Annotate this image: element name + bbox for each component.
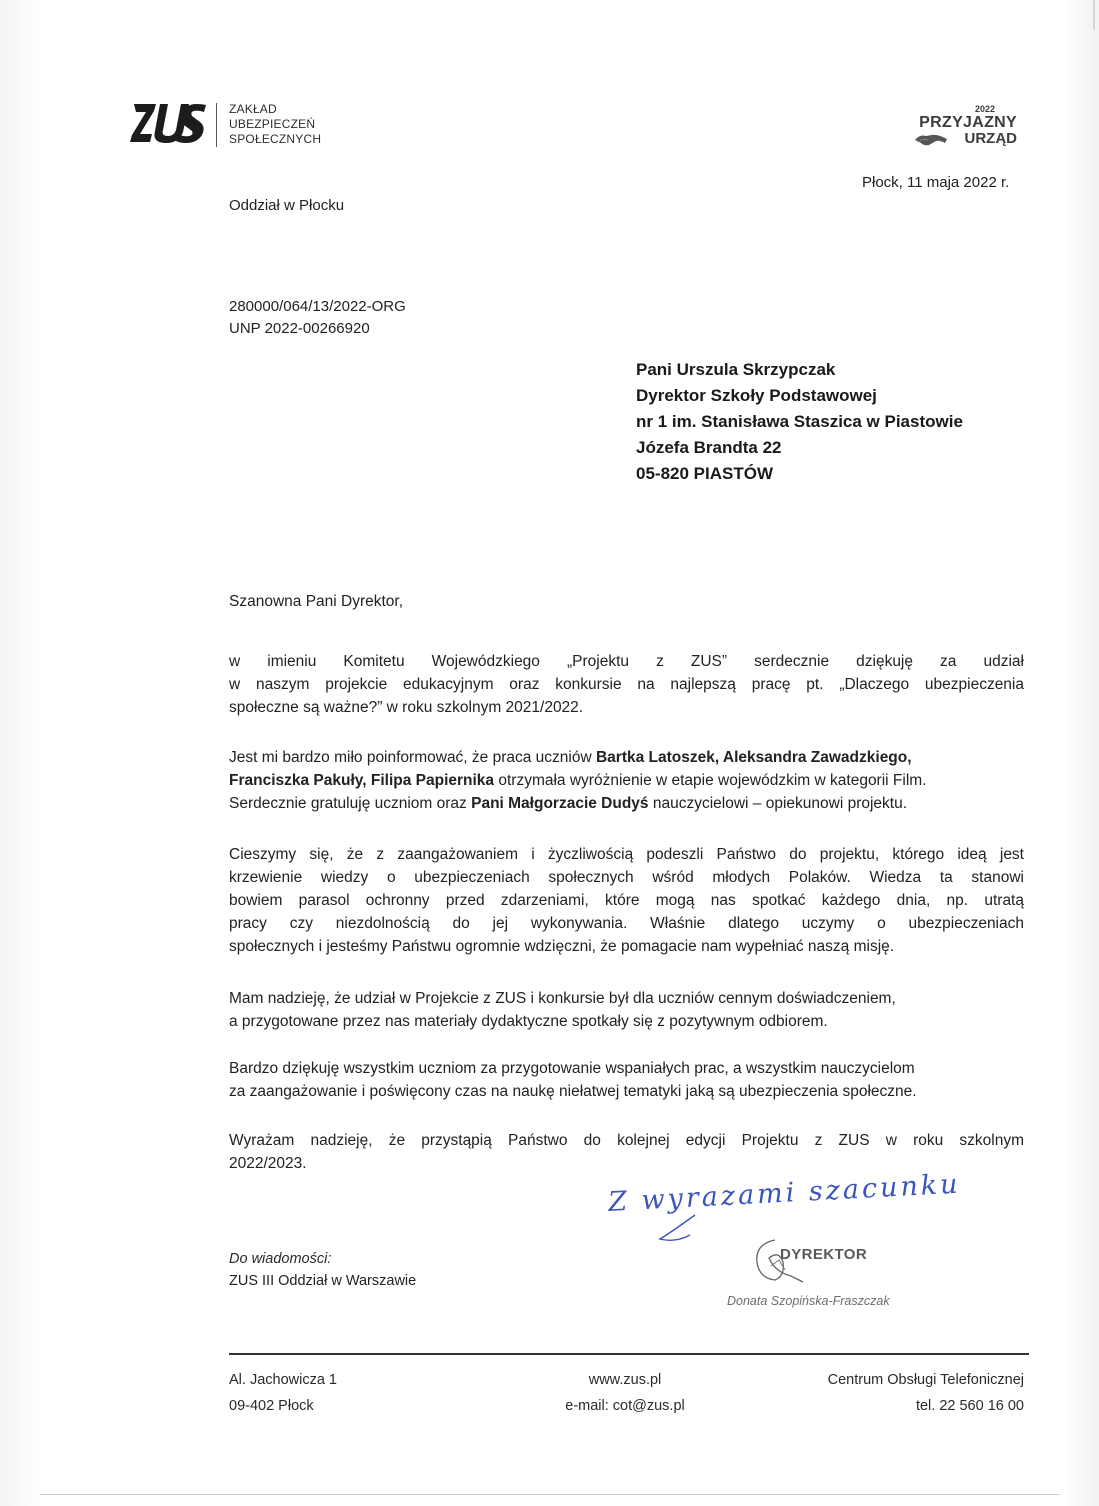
text-run: Serdecznie gratuluję uczniom oraz	[229, 795, 472, 812]
footer-address	[229, 1367, 337, 1419]
text-run: nauczycielowi – opiekunowi projektu.	[648, 795, 908, 812]
paragraph-line: pracy czy niezdolnością do jej wykonywania. Właśnie dlatego uczymy o ubezpieczeniach	[229, 915, 1024, 932]
paragraph-line: Cieszymy się, że z zaangażowaniem i życzliwością podeszli Państwo do projektu, którego ideą jest	[229, 846, 1024, 863]
student-names: Franciszka Pakuły, Filipa Papiernika	[229, 772, 495, 789]
paragraph-line	[229, 769, 1024, 792]
paragraph-1	[229, 650, 1024, 719]
paragraph-2	[229, 746, 1024, 815]
paragraph-line	[229, 746, 1024, 769]
paragraph-line: społecznych i jesteśmy Państwu ogromnie wdzięczni, że pomagacie nam wypełniać naszą misję.	[229, 938, 895, 955]
handshake-icon	[914, 131, 948, 147]
recipient-line: Józefa Brandta 22	[636, 438, 782, 457]
letter-date: Płock, 11 maja 2022 r.	[862, 174, 1010, 191]
badge-year: 2022	[974, 104, 995, 114]
cc-label: Do wiadomości:	[229, 1251, 332, 1267]
paragraph-line: 2022/2023.	[229, 1155, 307, 1172]
reference-line: UNP 2022-00266920	[229, 320, 370, 337]
footer-line: Centrum Obsługi Telefonicznej	[827, 1372, 1024, 1388]
paragraph-line: a przygotowane przez nas materiały dydaktyczne spotkały się z pozytywnym odbiorem.	[229, 1013, 828, 1030]
text-run: Jest mi bardzo miło poinformować, że praca uczniów	[229, 749, 596, 766]
scan-bottom-edge	[40, 1494, 1060, 1495]
student-names: Bartka Latoszek, Aleksandra Zawadzkiego,	[595, 749, 912, 766]
footer-contact	[540, 1367, 710, 1419]
friendly-office-badge	[912, 104, 1017, 147]
teacher-name: Pani Małgorzacie Dudyś	[471, 795, 649, 812]
paragraph-4	[229, 987, 1024, 1033]
org-name-line: ZAKŁAD	[229, 102, 277, 116]
logo-divider	[216, 103, 217, 147]
zus-logo-icon	[130, 100, 208, 146]
salutation: Szanowna Pani Dyrektor,	[229, 593, 404, 610]
paragraph-line: Bardzo dziękuję wszystkim uczniom za przygotowanie wspaniałych prac, a wszystkim nauczycielom	[229, 1060, 915, 1077]
paragraph-line: bowiem parasol ochronny przed zdarzeniami, które mogą nas spotkać każdego dnia, np. utratą	[229, 892, 1024, 909]
recipient-address	[636, 357, 963, 487]
paragraph-line: społeczne są ważne?” w roku szkolnym 2021/2022.	[229, 699, 584, 716]
email-link: e-mail: cot@zus.pl	[565, 1398, 685, 1414]
recipient-line: Pani Urszula Skrzypczak	[636, 360, 836, 379]
paragraph-line: za zaangażowanie i poświęcony czas na naukę niełatwej tematyki jaką są ubezpieczenia społeczne.	[229, 1083, 917, 1100]
badge-line2: URZĄD	[964, 130, 1017, 147]
badge-line1: PRZYJAZNY	[919, 114, 1017, 131]
org-name-line: UBEZPIECZEŃ	[229, 117, 316, 131]
paragraph-3	[229, 843, 1024, 958]
footer-line: 09-402 Płock	[229, 1398, 314, 1414]
paragraph-line: Wyrażam nadzieję, że przystąpią Państwo do kolejnej edycji Projektu z ZUS w roku szkolnym	[229, 1132, 1024, 1149]
recipient-line: nr 1 im. Stanisława Staszica w Piastowie	[636, 412, 963, 431]
org-name	[229, 102, 321, 147]
recipient-line: 05-820 PIASTÓW	[636, 464, 773, 483]
reference-line: 280000/064/13/2022-ORG	[229, 298, 406, 315]
org-name-line: SPOŁECZNYCH	[229, 132, 322, 146]
handwritten-note: Z wyrazami szacunku	[607, 1168, 962, 1219]
website-link: www.zus.pl	[588, 1372, 662, 1388]
paragraph-line: w imieniu Komitetu Wojewódzkiego „Projektu z ZUS” serdecznie dziękuję za udział	[229, 653, 1024, 670]
department: Oddział w Płocku	[229, 197, 345, 214]
footer-line: tel. 22 560 16 00	[915, 1398, 1024, 1414]
paragraph-line: w naszym projekcie edukacyjnym oraz konkursie na najlepszą pracę pt. „Dlaczego ubezpieczenia	[229, 676, 1024, 693]
handwritten-closing	[600, 1163, 1040, 1243]
signatory-name: Donata Szopińska-Fraszczak	[727, 1294, 890, 1308]
signature-title: DYREKTOR	[780, 1246, 868, 1263]
cc-recipient: ZUS III Oddział w Warszawie	[229, 1273, 417, 1289]
text-run: otrzymała wyróżnienie w etapie wojewódzkim w kategorii Film.	[494, 772, 927, 789]
scan-edge-mark	[1093, 0, 1095, 30]
footer-divider	[229, 1353, 1029, 1355]
paragraph-line	[229, 792, 1024, 815]
footer-phone-center	[760, 1367, 1024, 1419]
paragraph-line: Mam nadzieję, że udział w Projekcie z ZUS i konkursie był dla uczniów cennym doświadczeniem,	[229, 990, 896, 1007]
footer-line: Al. Jachowicza 1	[229, 1372, 337, 1388]
recipient-line: Dyrektor Szkoły Podstawowej	[636, 386, 877, 405]
reference-numbers	[229, 296, 406, 340]
paragraph-5	[229, 1057, 1024, 1103]
paragraph-line: krzewienie wiedzy o ubezpieczeniach społecznych wśród młodych Polaków. Wiedza ta stanowi	[229, 869, 1024, 886]
